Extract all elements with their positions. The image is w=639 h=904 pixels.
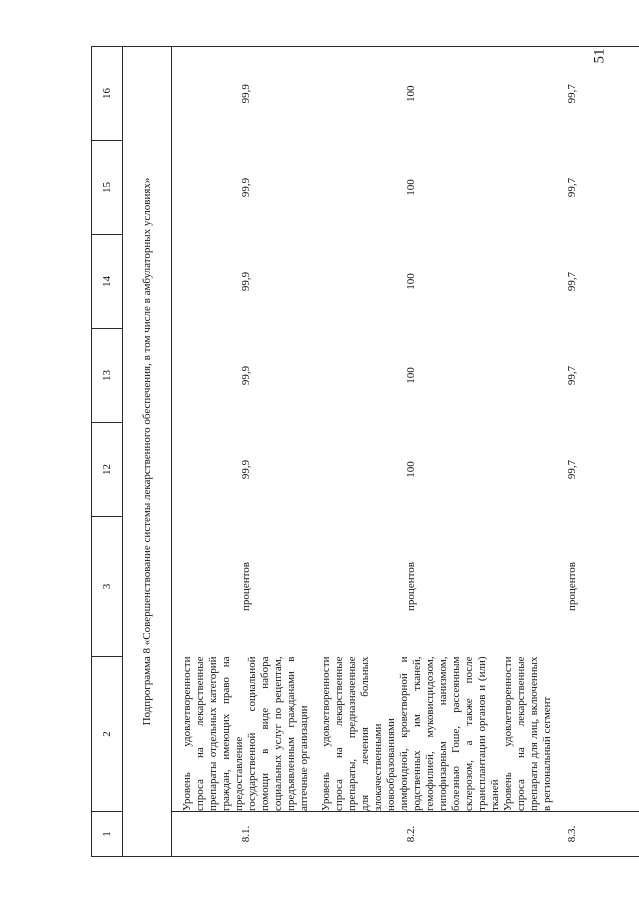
value-cell: 99,9: [172, 47, 321, 141]
indicators-table: [91, 46, 639, 857]
unit-cell: процентов: [565, 562, 578, 611]
header-cell: 16: [92, 47, 123, 141]
header-cell: 12: [92, 423, 123, 517]
header-cell: 13: [92, 329, 123, 423]
indicator-name: Уровень удовлетворенности спроса на лекарственные препараты, предназначенные для лечения больных злокачественными новообразованиями лимфоидной, кроветворной и родственных им тканей, гемофилией, муковисцидозом, гипофизарным нанизмом, болезнью Гоше, рассеянным склерозом, а также после трансплантации органов и (или) тканей: [320, 656, 501, 811]
row-number: 8.3.: [502, 812, 639, 857]
header-cell: 2: [92, 657, 123, 812]
value-cell: 100: [404, 273, 417, 290]
value-cell: 100: [404, 367, 417, 384]
value-cell: 100: [320, 47, 502, 141]
row-number: 8.1.: [172, 812, 321, 857]
value-cell: 99,9: [239, 459, 252, 480]
value-cell: 99,7: [565, 271, 578, 292]
value-cell: 100: [404, 461, 417, 478]
header-cell: 1: [92, 812, 123, 857]
value-cell: 99,7: [565, 459, 578, 480]
value-cell: 99,9: [239, 365, 252, 386]
value-cell: 99,9: [239, 271, 252, 292]
row-number: 8.2.: [320, 812, 502, 857]
subprogram-row: [123, 47, 172, 857]
value-cell: 99,7: [502, 47, 639, 141]
subprogram-title: Подпрограмма 8 «Совершенствование системы лекарственного обеспечения, в том числе в амбулаторных условиях»: [123, 47, 172, 857]
unit-cell: процентов: [239, 562, 252, 611]
header-cell: 15: [92, 141, 123, 235]
table-row: [320, 47, 502, 857]
unit-cell: процентов: [404, 562, 417, 611]
rotated-table-container: [91, 47, 639, 857]
indicator-name: Уровень удовлетворенности спроса на лекарственные препараты для лиц, включенных в региональный сегмент: [502, 657, 639, 812]
header-cell: 14: [92, 235, 123, 329]
value-cell: 99,9: [239, 177, 252, 198]
page-number: 51: [591, 48, 608, 64]
table-row: [172, 47, 321, 857]
indicator-name: Уровень удовлетворенности спроса на лекарственные препараты отдельных категорий граждан, имеющих право на предоставление государственной социальной помощи в виде набора социальных услуг по рецептам, предъявленным гражданами в аптечные организации: [172, 657, 321, 812]
value-cell: 99,7: [565, 177, 578, 198]
table-row: [502, 47, 639, 857]
header-cell: 3: [92, 517, 123, 657]
value-cell: 99,7: [565, 365, 578, 386]
header-row: [92, 47, 123, 857]
value-cell: 100: [404, 179, 417, 196]
